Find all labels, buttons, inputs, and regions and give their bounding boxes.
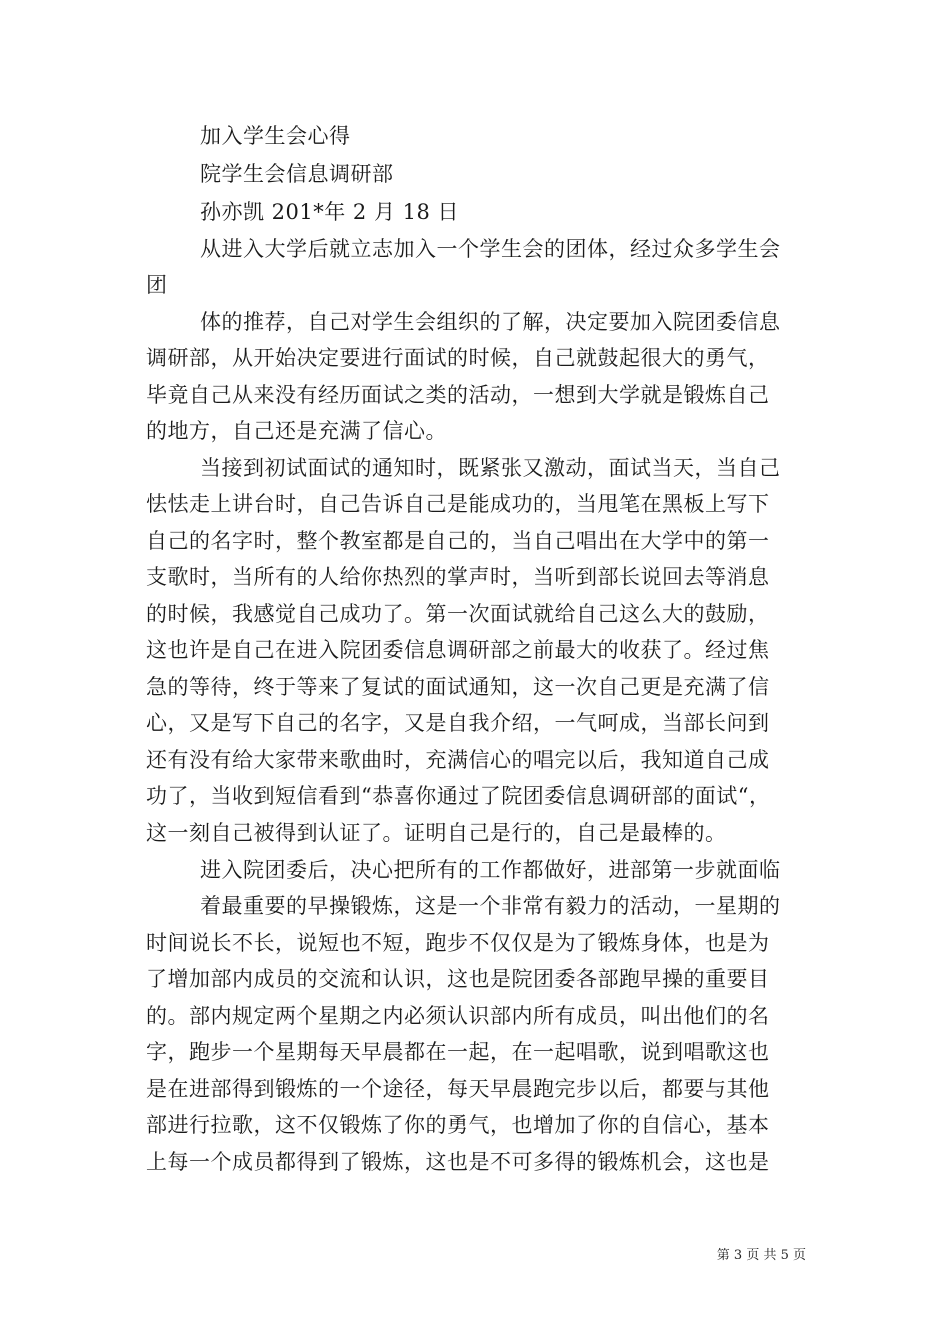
department-line: 院学生会信息调研部 [200,162,394,186]
paragraph-line: 的。部内规定两个星期之内必须认识部内所有成员，叫出他们的名 [146,1004,770,1028]
paragraph-line: 上每一个成员都得到了锻炼，这也是不可多得的锻炼机会，这也是 [146,1150,770,1174]
paragraph-line: 是在进部得到锻炼的一个途径，每天早晨跑完步以后，都要与其他 [146,1077,770,1101]
paragraph-line: 调研部，从开始决定要进行面试的时候，自己就鼓起很大的勇气， [146,346,770,370]
paragraph-line: 毕竟自己从来没有经历面试之类的活动，一想到大学就是锻炼自己 [146,383,770,407]
document-title: 加入学生会心得 [200,124,351,148]
paragraph-line: 的地方，自己还是充满了信心。 [146,419,447,443]
paragraph-line: 进入院团委后，决心把所有的工作都做好，进部第一步就面临 [200,858,781,882]
paragraph-line: 字，跑步一个星期每天早晨都在一起，在一起唱歌，说到唱歌这也 [146,1040,770,1064]
paragraph-line: 还有没有给大家带来歌曲时，充满信心的唱完以后，我知道自己成 [146,748,770,772]
paragraph-line: 当接到初试面试的通知时，既紧张又激动，面试当天，当自己 [200,456,781,480]
page-number: 第 3 页 共 5 页 [716,1248,806,1263]
paragraph-line: 急的等待，终于等来了复试的面试通知，这一次自己更是充满了信 [146,675,770,699]
paragraph-line: 时间说长不长，说短也不短，跑步不仅仅是为了锻炼身体，也是为 [146,931,770,955]
paragraph-line: 从进入大学后就立志加入一个学生会的团体，经过众多学生会 [200,237,781,261]
paragraph-line: 部进行拉歌，这不仅锻炼了你的勇气，也增加了你的自信心，基本 [146,1113,770,1137]
paragraph-line: 的时候，我感觉自己成功了。第一次面试就给自己这么大的鼓励， [146,602,770,626]
paragraph-line: 了增加部内成员的交流和认识，这也是院团委各部跑早操的重要目 [146,967,770,991]
paragraph-line: 怯怯走上讲台时，自己告诉自己是能成功的，当甩笔在黑板上写下 [146,492,770,516]
paragraph-line: 自己的名字时，整个教室都是自己的，当自己唱出在大学中的第一 [146,529,770,553]
author-date-line: 孙亦凯 201*年 2 月 18 日 [200,200,460,224]
paragraph-line: 支歌时，当所有的人给你热烈的掌声时，当听到部长说回去等消息 [146,565,770,589]
paragraph-line: 心，又是写下自己的名字，又是自我介绍，一气呵成，当部长问到 [146,711,770,735]
paragraph-line: 功了，当收到短信看到“恭喜你通过了院团委信息调研部的面试“， [146,784,771,808]
paragraph-line: 团 [146,273,168,297]
paragraph-line: 着最重要的早操锻炼，这是一个非常有毅力的活动，一星期的 [200,894,781,918]
paragraph-line: 这也许是自己在进入院团委信息调研部之前最大的收获了。经过焦 [146,638,770,662]
paragraph-line: 这一刻自己被得到认证了。证明自己是行的，自己是最棒的。 [146,821,727,845]
paragraph-line: 体的推荐，自己对学生会组织的了解，决定要加入院团委信息 [200,310,781,334]
